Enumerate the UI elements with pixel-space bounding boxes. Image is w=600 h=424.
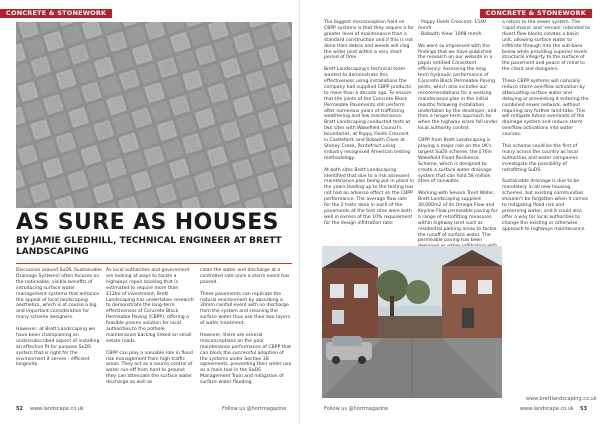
paragraph: However, there are several misconceptions on the poor maintenance performance of CBPP that can block the successful adoption of the systems under Section 38 agreements, preventing their wider use as a main tool in the SuDS Management Train and mitigation of surface water flooding. (200, 332, 292, 386)
divider (16, 263, 292, 264)
paragraph: Brett Landscaping's technical team wanted to demonstrate this effectiveness using installations the company had supplied CBPP products to more than a decade ago. To ensure that the joints of the Concrete Block Permeable Pavements still perform after numerous years of trafficking weathering and low maintenance. Brett Landscaping conducted tests at two sites with Wakefield Council's boundaries, at Poppy Fields Crescent in Castleford, and Bobwith Close at Stoney Creek, Pontefract using industry recognised American testing methodology. (324, 67, 412, 161)
paragraph: CBPP can play a valuable role in flood risk management from high traffic areas. They act as a source control of water run-off from hard to ground; they can attenuate the surface water discharge as well as (106, 350, 193, 386)
byline: BY JAMIE GLEDHILL, TECHNICAL ENGINEER AT BRETT LANDSCAPING (16, 236, 282, 257)
paragraph: However, at Brett Landscaping we have been championing an undersubscribed aspect of installing an effective fit for purpose SuDS system that is right for the environment it serves - efficient longevity. (16, 327, 100, 368)
article-column-4 (324, 20, 414, 233)
page-number: 52 (16, 406, 23, 412)
section-tag: CONCRETE & STONEWORK (0, 9, 112, 18)
right-page (300, 0, 600, 424)
paragraph: Sustainable drainage is due to be mandatory in all new housing schemes, but existing communities shouldn't be forgotten when it comes to mitigating flood risk and preserving water, and it could also offer a way for local authorities to change the existing or otherwise approach to highways maintenance. (502, 179, 589, 232)
page-number: 53 (580, 406, 587, 412)
paragraph: These pavements can replicate the natural environment by absorbing a 30mm rainfall event with no discharge from the system and cleaning the surface water thus use their two layers of water treatment. (200, 291, 290, 327)
paragraph: a return to the sewer system. The 'rapid mains' and 'remain' intended to divert flow blocks creates a basin unit, allowing surface water to infiltrate through into the sub-base below while providing superior levels structural integrity to the surface of the pavement and peace of mind to the client and designers. (502, 20, 590, 73)
paragraph: CBPP from Brett Landscaping is playing a major role on the UK's largest SuDS scheme, the £76m Wakefield Flood Resilience Scheme, which is designed to create a surface water drainage system that can hold 58 million litres of rainwater. (418, 138, 493, 185)
headline: AS SURE AS HOUSES (16, 210, 279, 235)
paragraph: This scheme could be the first of many across the country as local authorities and water companies investigate the possibility of retrofitting SuDS. (502, 144, 578, 173)
footer-follow-link[interactable]: Follow us @hortmagazine (222, 406, 287, 412)
article-column-1 (16, 268, 102, 374)
paragraph: At both sites Brett Landscaping identified that due to a risk assessed maintenance plan being put in place in the years leading up to the testing has not had an adverse effect on the CBPP performance. The average flow rate for the 2 tests done in each of the pavements at the test sites were both well in excess of the 10% requirement for the design infiltration rate: (324, 167, 414, 226)
article-column-5 (418, 20, 498, 274)
paragraph: clean the water and discharge at a controlled rate once a storm event has passed. (200, 268, 290, 285)
paragraph: Working with Severn Trent Water, Brett Landscaping supplied 30,000m2 of its Omega Flow and Keyline Flow permeable paving for a range of retrofitting measures within highway land such as residential parking areas to tackle the runoff of surface water. The permeable paving has been (418, 191, 498, 244)
paragraph: Discussion around SuDS (Sustainable Drainage Systems) often focuses on the noticeable, visible benefits of introducing surface water management systems that enhance the appeal of local landscaping aesthetics, which is of course a big and important consideration for many scheme designers. (16, 268, 102, 321)
footer-site-link[interactable]: www.landscape.co.uk (30, 406, 84, 412)
brett-site-link[interactable]: www.brettlandscaping.co.uk (526, 396, 597, 402)
paragraph: - Poppy Fields Crescent: 1540 mm/h - Bobwith View: 1098 mm/h (418, 20, 486, 37)
paragraph: We were so impressed with the findings that we have published the research on our website in a paper entitled Consistent efficiency: Assessing the long term hydraulic performance of Concrete Block Permeable Paving joints, which also includes our recommendations for a working maintenance plan in the initial months following installation undertaken by the developer, and then a longer-term approach for when the highway is/are fall under local authority control. (418, 43, 498, 132)
article-column-3 (200, 268, 292, 392)
footer-follow-link[interactable]: Follow us @hortmagazine (324, 406, 389, 412)
street-photo (322, 246, 502, 398)
section-tag: CONCRETE & STONEWORK (480, 9, 592, 18)
footer-site-link[interactable]: www.landscape.co.uk (520, 406, 574, 412)
paragraph: As local authorities and government are looking at ways to tackle a highways repair backlog that is estimated to require more than £12bn of investment, Brett Landscaping has undertaken research to demonstrate the long-term effectiveness of Concrete Block Permeable Paving (CBPP), offering a feasible proven solution for local authorities to the pothole maintenance backlog linked on small estate roads. (106, 268, 194, 344)
paragraph: These CBPP systems will naturally reduce storm overflow activation by attenuating surface water and delaying or preventing it entering the combined sewer network, without requiring any further land-take. This will mitigate future overloads of the drainage system and reduce storm overflow activations into water courses. (502, 79, 589, 138)
paving-stones-photo (16, 22, 292, 208)
article-column-6 (502, 20, 590, 238)
paragraph: The biggest misconception held on CBPP systems is that they require a far greater level of maintenance than a standard construction and if this is not done then debris and weeds will clog the wider joint within a very short period of time. (324, 20, 414, 61)
article-column-2 (106, 268, 194, 392)
